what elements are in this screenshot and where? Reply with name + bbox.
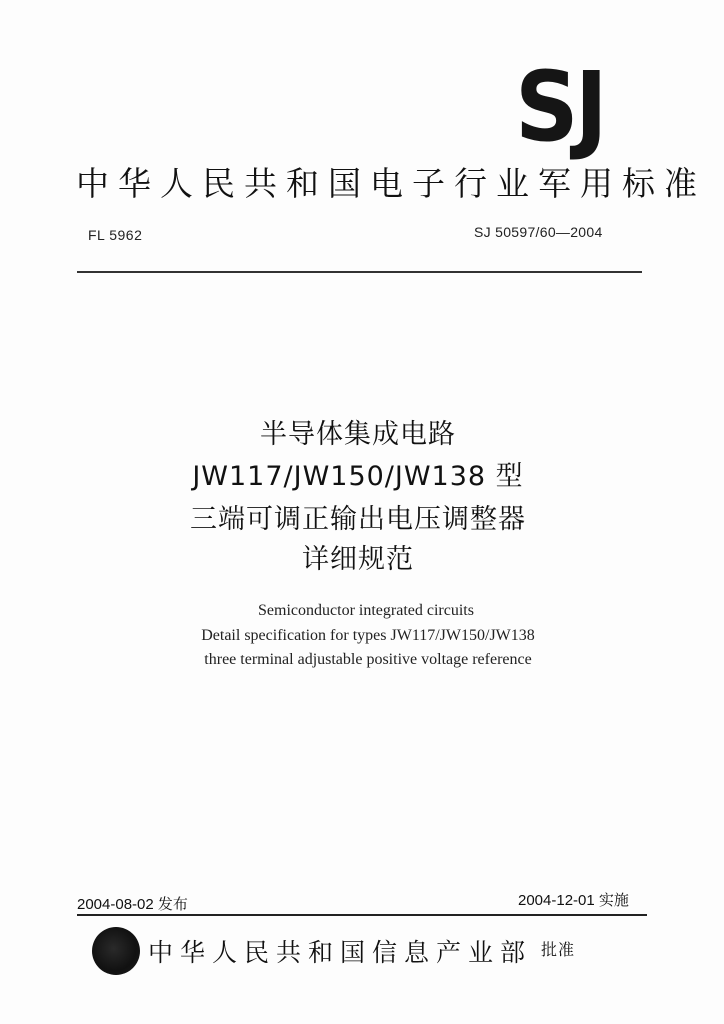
cn-title-line-4: 详细规范 [302, 544, 414, 575]
sj-logo: SJ [515, 51, 605, 163]
cn-title-line-3: 三端可调正输出电压调整器 [190, 504, 526, 535]
implementation-date: 2004-12-01 实施 [518, 892, 629, 909]
en-title-line-1: Semiconductor integrated circuits [258, 602, 474, 619]
footer-divider [77, 914, 647, 916]
en-title-line-2: Detail specification for types JW117/JW150/JW138 [201, 627, 535, 644]
standard-body-title: 中华人民共和国电子行业军用标准 [76, 164, 706, 203]
standard-number: SJ 50597/60—2004 [474, 224, 603, 240]
cn-title-line-2: JW117/JW150/JW138 型 [192, 461, 524, 492]
approval-label: 批准 [541, 940, 576, 959]
cn-title-line-1: 半导体集成电路 [260, 419, 456, 450]
issuing-authority: 中华人民共和国信息产业部 [148, 938, 533, 967]
seal-icon [92, 927, 140, 975]
en-title-line-3: three terminal adjustable positive voltage reference [204, 651, 532, 668]
issue-date: 2004-08-02 发布 [77, 896, 188, 913]
header-divider [77, 271, 642, 273]
fl-code: FL 5962 [88, 227, 143, 243]
